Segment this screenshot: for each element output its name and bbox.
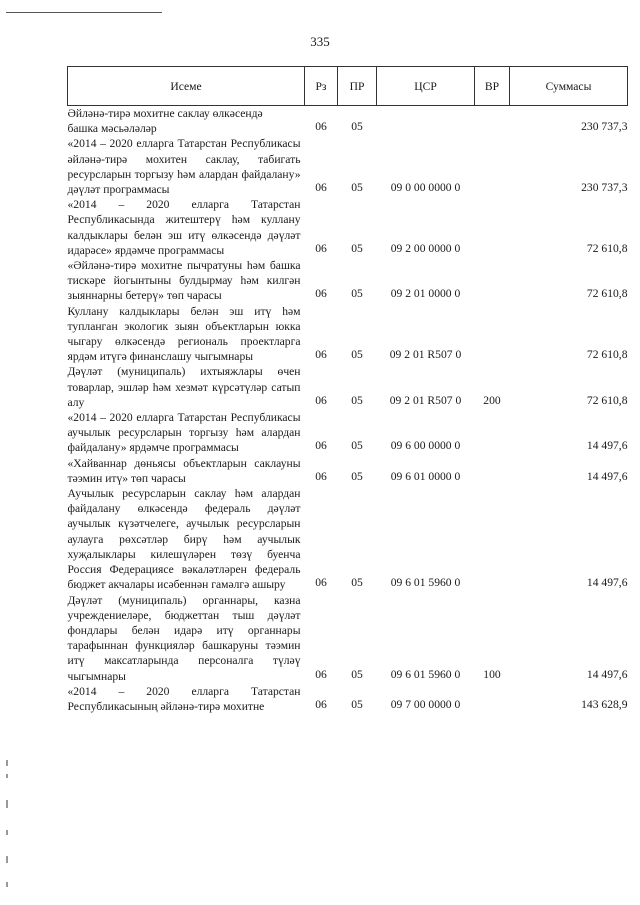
row-vr: 200: [483, 393, 501, 407]
row-csr: 09 2 01 R507 0: [389, 348, 462, 362]
row-csr: 09 6 01 0000 0: [390, 469, 461, 483]
row-csr: 09 6 01 5960 0: [390, 576, 461, 590]
top-rule: [6, 12, 162, 13]
row-pr: 05: [351, 697, 363, 711]
row-name: «Әйләнә-тирә мохитне пычратуны һәм башка тискәре йогынтыны булдырмау һәм килгән зыяннарны бетерү» төп чарасы: [67, 259, 301, 303]
header-name: Исеме: [68, 67, 305, 106]
row-pr: 05: [351, 181, 363, 195]
row-vr: 100: [483, 667, 501, 681]
row-name: Дәүләт (муниципаль) ихтыяжлары өчен товарлар, эшләр һәм хезмәт күрсәтүләр сатып алу: [67, 365, 301, 409]
table-row: [68, 197, 628, 258]
row-rz: 06: [315, 393, 327, 407]
row-rz: 06: [315, 697, 327, 711]
row-rz: 06: [315, 469, 327, 483]
header-vr: ВР: [475, 67, 510, 106]
row-csr: 09 2 01 R507 0: [389, 393, 462, 407]
row-csr: [377, 106, 475, 137]
row-name: «2014 – 2020 елларга Татарстан Республикасы аучылык ресурсларын торгызу һәм алардан файдалану» ярдәмче программасы: [67, 411, 301, 455]
row-rz: 06: [315, 576, 327, 590]
row-rz: 06: [315, 667, 327, 681]
header-sum: Суммасы: [510, 67, 628, 106]
row-csr: 09 6 00 0000 0: [390, 439, 461, 453]
row-rz: 06: [315, 439, 327, 453]
row-vr: [475, 456, 510, 486]
row-sum: 230 737,3: [581, 181, 628, 195]
row-pr: 05: [351, 241, 363, 255]
row-pr: 05: [351, 120, 363, 134]
row-sum: 14 497,6: [586, 439, 628, 453]
row-sum: 72 610,8: [586, 393, 628, 407]
row-vr: [475, 304, 510, 365]
row-rz: 06: [315, 348, 327, 362]
table-header-row: [68, 67, 628, 106]
row-rz: 06: [315, 181, 327, 195]
margin-scan-marks: [2, 760, 12, 900]
table-row: [68, 258, 628, 304]
table-row: [68, 410, 628, 456]
budget-table: [67, 66, 628, 714]
row-csr: 09 2 01 0000 0: [390, 287, 461, 301]
row-pr: 05: [351, 576, 363, 590]
row-vr: [475, 410, 510, 456]
row-name: «2014 – 2020 елларга Татарстан Республикасында житештерү һәм куллану калдыклары белән эш итү өлкәсендә дәүләт идарәсе» ярдәмче программасы: [67, 198, 301, 257]
row-name: Әйләнә-тирә мохитне саклау өлкәсендә башка мәсьәләләр: [67, 107, 263, 136]
row-rz: 06: [315, 241, 327, 255]
row-pr: 05: [351, 393, 363, 407]
table-row: [68, 486, 628, 592]
row-name: Аучылык ресурсларын саклау һәм алардан файдалану өлкәсендә федераль дәүләт аучылык күзәтчелеге, аучылык ресурсларын аулауга рөхсәтләр бирү һәм аучылык хуҗалыклары килешүләрен төзү буенча Россия Федерациясе вәкаләтләрен федераль бюджет акчалары исәбеннән гамәлгә ашыру: [67, 487, 301, 592]
row-sum: 72 610,8: [586, 348, 628, 362]
table-row: [68, 136, 628, 197]
table-row: [68, 593, 628, 684]
row-vr: [475, 106, 510, 137]
row-csr: 09 6 01 5960 0: [390, 667, 461, 681]
row-csr: 09 2 00 0000 0: [390, 241, 461, 255]
row-sum: 72 610,8: [586, 241, 628, 255]
row-rz: 06: [315, 287, 327, 301]
row-sum: 143 628,9: [581, 697, 628, 711]
row-name: Куллану калдыклары белән эш итү һәм тупланган экологик зыян объектларын юкка чыгару өлкәсендә региональ проектларга ярдәм итүгә финанслашу чыгымнары: [67, 304, 301, 364]
row-pr: 05: [351, 348, 363, 362]
row-sum: 14 497,6: [586, 469, 628, 483]
row-vr: [475, 486, 510, 592]
row-name: Дәүләт (муниципаль) органнары, казна учреждениеләре, бюджеттан тыш дәүләт фондлары белән идарә итү органнары тарафыннан функцияләр башкаруны тәэмин итү максатларында персоналга түләү чыгымнары: [67, 593, 301, 683]
row-pr: 05: [351, 469, 363, 483]
table-row: [68, 304, 628, 365]
row-pr: 05: [351, 667, 363, 681]
row-pr: 05: [351, 439, 363, 453]
row-name: «2014 – 2020 елларга Татарстан Республикасы әйләнә-тирә мохитен саклау, табигать ресурсларын торгызу һәм алардан файдалану» дәүләт программасы: [67, 137, 301, 197]
row-csr: 09 0 00 0000 0: [390, 181, 461, 195]
row-sum: 72 610,8: [586, 287, 628, 301]
row-vr: [475, 684, 510, 714]
row-rz: 06: [315, 120, 327, 134]
page-number: 335: [310, 34, 330, 49]
header-pr: ПР: [338, 67, 377, 106]
table-row: [68, 456, 628, 486]
table-row: [68, 364, 628, 410]
row-sum: 230 737,3: [581, 120, 628, 134]
table-row: [68, 106, 628, 137]
row-name: «Хайваннар дөньясы объектларын саклауны тәэмин итү» төп чарасы: [67, 456, 301, 485]
row-sum: 14 497,6: [586, 576, 628, 590]
row-vr: [475, 136, 510, 197]
row-vr: [475, 197, 510, 258]
header-csr: ЦСР: [377, 67, 475, 106]
row-name: «2014 – 2020 елларга Татарстан Республикасының әйләнә-тирә мохитне: [67, 684, 301, 713]
row-sum: 14 497,6: [586, 667, 628, 681]
row-pr: 05: [351, 287, 363, 301]
row-vr: [475, 258, 510, 304]
table-row: [68, 684, 628, 714]
header-rz: Рз: [305, 67, 338, 106]
row-csr: 09 7 00 0000 0: [390, 697, 461, 711]
